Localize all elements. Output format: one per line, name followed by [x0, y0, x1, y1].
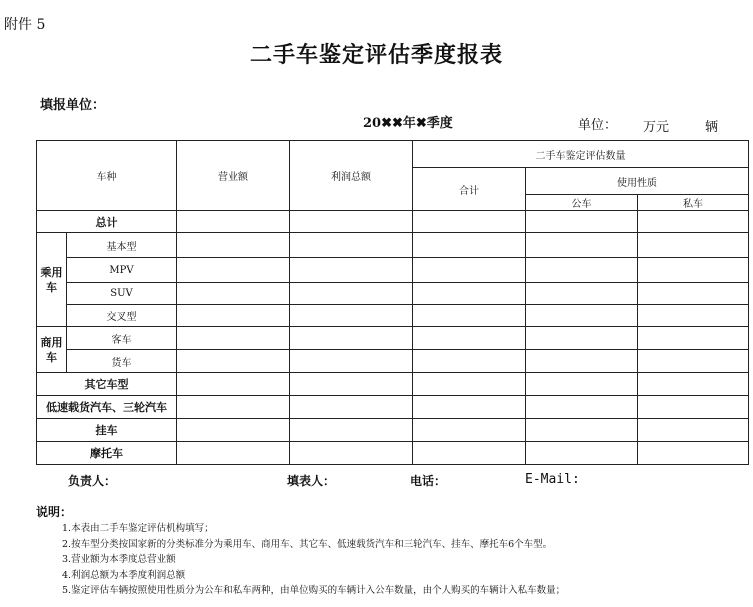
table-cell	[638, 350, 749, 373]
note-item: 5.鉴定评估车辆按照使用性质分为公车和私车两种，由单位购买的车辆计入公车数量，由个人购买的车辆计入私车数量；	[62, 585, 566, 596]
table-cell	[526, 327, 638, 350]
row-label: 挂车	[37, 419, 177, 442]
unit-money: 万元	[643, 120, 670, 135]
header-count-group: 二手车鉴定评估数量	[413, 141, 749, 168]
notes-title: 说明：	[36, 505, 73, 519]
table-cell	[638, 327, 749, 350]
table-cell	[638, 258, 749, 283]
row-label: 基本型	[67, 233, 177, 258]
notes-list	[62, 521, 565, 599]
table-cell	[177, 442, 290, 465]
row-label: 低速载货汽车、三轮汽车	[37, 396, 177, 419]
row-label: SUV	[67, 283, 177, 305]
row-label-total: 总计	[37, 211, 177, 233]
table-row	[37, 327, 749, 350]
table-cell	[290, 283, 413, 305]
table-cell	[526, 373, 638, 396]
table-cell	[413, 350, 526, 373]
table-cell	[177, 396, 290, 419]
group-label-passenger: 乘用车	[37, 233, 67, 327]
table-cell	[290, 305, 413, 327]
table-row	[37, 233, 749, 258]
table-cell	[526, 283, 638, 305]
table-cell	[413, 327, 526, 350]
table-cell	[413, 419, 526, 442]
table-cell	[290, 327, 413, 350]
table-cell	[290, 419, 413, 442]
row-label: 交叉型	[67, 305, 177, 327]
attachment-label: 附件 5	[4, 17, 46, 33]
table-cell	[413, 233, 526, 258]
table-cell	[638, 396, 749, 419]
table-cell	[526, 258, 638, 283]
table-cell	[526, 305, 638, 327]
table-row	[37, 396, 749, 419]
table-row	[37, 211, 749, 233]
header-usage: 使用性质	[526, 168, 749, 195]
table-cell	[638, 373, 749, 396]
responsible-label: 负责人：	[68, 474, 117, 488]
table-cell	[638, 283, 749, 305]
table-cell	[526, 350, 638, 373]
table-cell	[413, 373, 526, 396]
table-cell	[290, 258, 413, 283]
table-cell	[413, 211, 526, 233]
table-cell	[177, 419, 290, 442]
table-cell	[526, 233, 638, 258]
table-cell	[413, 283, 526, 305]
row-label: 其它车型	[37, 373, 177, 396]
row-label: 货车	[67, 350, 177, 373]
fill-unit-label: 填报单位：	[40, 98, 106, 113]
table-cell	[177, 283, 290, 305]
table-cell	[526, 419, 638, 442]
table-cell	[526, 211, 638, 233]
table-cell	[177, 373, 290, 396]
table-cell	[526, 442, 638, 465]
note-item: 2.按车型分类按国家新的分类标准分为乘用车、商用车、其它车、低速载货汽车和三轮汽车、挂车、摩托车6个车型。	[62, 538, 553, 550]
row-label: MPV	[67, 258, 177, 283]
header-row	[37, 141, 749, 168]
table-cell	[638, 419, 749, 442]
header-total: 合计	[413, 168, 526, 211]
table-cell	[177, 305, 290, 327]
table-row	[37, 373, 749, 396]
table-row	[37, 258, 749, 283]
table-cell	[413, 305, 526, 327]
table-cell	[638, 305, 749, 327]
header-private: 私车	[638, 195, 749, 211]
note-item: 1.本表由二手车鉴定评估机构填写；	[62, 523, 214, 534]
note-item: 4.利润总额为本季度利润总额	[62, 569, 186, 581]
table-row	[37, 419, 749, 442]
header-public: 公车	[526, 195, 638, 211]
table-cell	[290, 233, 413, 258]
group-label-commercial: 商用车	[37, 327, 67, 373]
row-label: 摩托车	[37, 442, 177, 465]
email-label: E-Mail:	[525, 472, 580, 487]
table-cell	[177, 211, 290, 233]
table-cell	[638, 233, 749, 258]
table-cell	[177, 258, 290, 283]
page-title: 二手车鉴定评估季度报表	[249, 43, 503, 68]
table-cell	[177, 233, 290, 258]
table-cell	[177, 327, 290, 350]
header-vehicle-type: 车种	[37, 141, 177, 211]
table-cell	[638, 442, 749, 465]
table-row	[37, 442, 749, 465]
table-cell	[413, 396, 526, 419]
unit-count: 辆	[705, 120, 719, 135]
header-revenue: 营业额	[177, 141, 290, 211]
table-row	[37, 283, 749, 305]
table-row	[37, 305, 749, 327]
table-cell	[413, 442, 526, 465]
table-cell	[290, 211, 413, 233]
table-cell	[290, 350, 413, 373]
table-cell	[290, 373, 413, 396]
table-cell	[290, 442, 413, 465]
report-table	[36, 140, 749, 465]
phone-label: 电话：	[410, 474, 447, 488]
table-cell	[290, 396, 413, 419]
table-cell	[638, 211, 749, 233]
note-item: 3.营业额为本季度总营业额	[62, 554, 176, 565]
table-row	[37, 350, 749, 373]
unit-label: 单位：	[578, 118, 618, 133]
filler-label: 填表人：	[287, 474, 336, 488]
table-cell	[177, 350, 290, 373]
table-cell	[526, 396, 638, 419]
period-label: 20✖✖年✖季度	[363, 116, 453, 131]
row-label: 客车	[67, 327, 177, 350]
table-cell	[413, 258, 526, 283]
header-profit: 利润总额	[290, 141, 413, 211]
